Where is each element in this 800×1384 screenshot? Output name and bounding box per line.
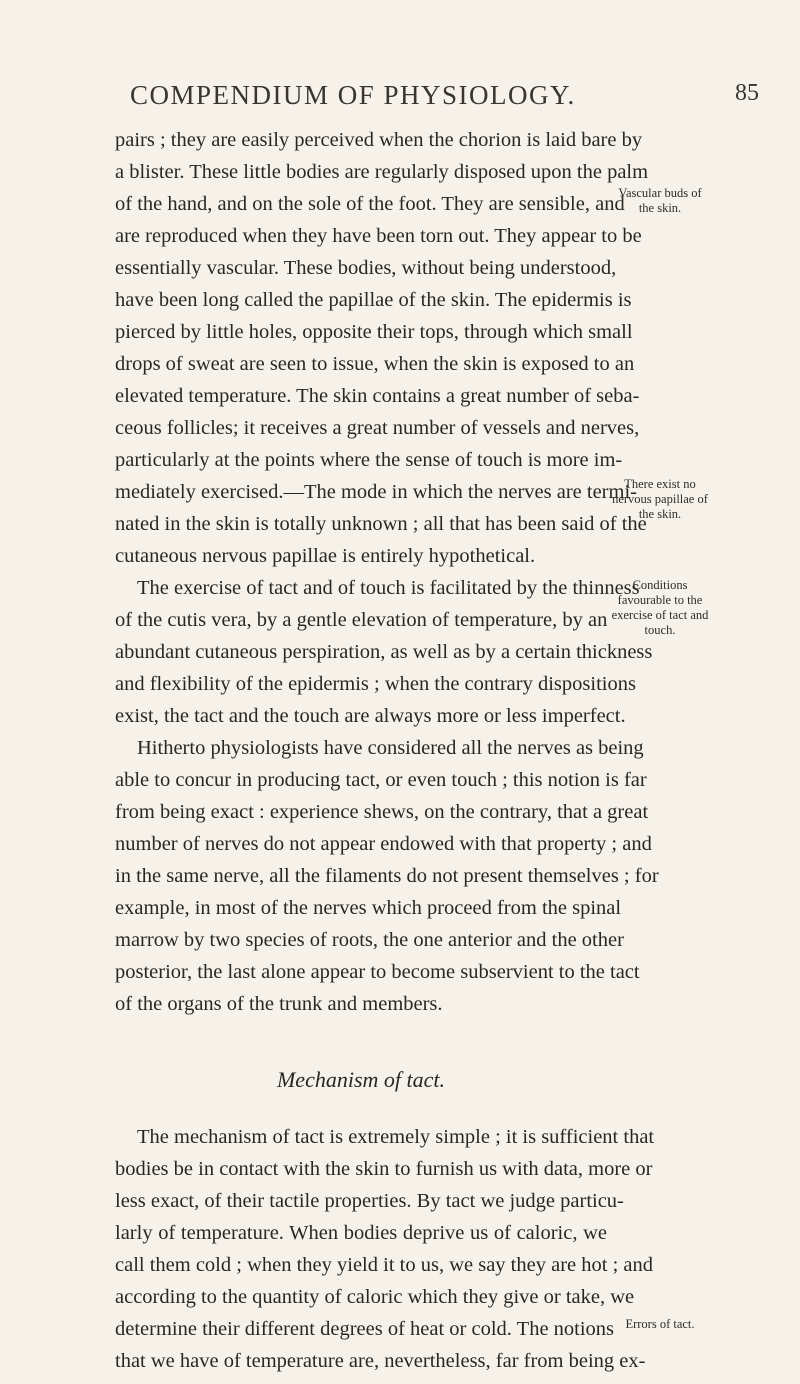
text-line: are reproduced when they have been torn out. They appear to be <box>115 225 642 247</box>
text-line: number of nerves do not appear endowed with that property ; and <box>115 833 652 855</box>
margin-note: Conditions favourable to the exercise of tact and touch. <box>611 578 709 637</box>
text-line: from being exact : experience shews, on the contrary, that a great <box>115 801 649 823</box>
text-line: pairs ; they are easily perceived when the chorion is laid bare by <box>115 129 643 151</box>
text-line: posterior, the last alone appear to become subservient to the tact <box>115 961 640 983</box>
text-line: in the same nerve, all the filaments do not present themselves ; for <box>115 865 659 887</box>
text-line: a blister. These little bodies are regularly disposed upon the palm <box>115 161 649 183</box>
text-line: nated in the skin is totally unknown ; all that has been said of the <box>115 513 647 535</box>
text-line: of the cutis vera, by a gentle elevation of temperature, by an <box>115 609 608 631</box>
text-line: pierced by little holes, opposite their tops, through which small <box>115 321 633 343</box>
text-line: particularly at the points where the sense of touch is more im- <box>115 449 623 471</box>
text-line: able to concur in producing tact, or even touch ; this notion is far <box>115 769 647 791</box>
section-heading: Mechanism of tact. <box>276 1067 446 1092</box>
margin-note: Vascular buds of the skin. <box>618 186 702 215</box>
text-line: bodies be in contact with the skin to furnish us with data, more or <box>115 1158 653 1180</box>
text-line: example, in most of the nerves which proceed from the spinal <box>115 897 622 919</box>
text-line: Hitherto physiologists have considered all the nerves as being <box>137 737 644 759</box>
text-line: less exact, of their tactile properties. By tact we judge particu- <box>115 1190 624 1212</box>
text-line: of the organs of the trunk and members. <box>115 993 443 1015</box>
text-line: determine their different degrees of heat or cold. The notions <box>115 1318 615 1340</box>
text-line: according to the quantity of caloric which they give or take, we <box>115 1286 635 1308</box>
text-line: drops of sweat are seen to issue, when the skin is exposed to an <box>115 353 635 375</box>
text-line: cutaneous nervous papillae is entirely hypothetical. <box>115 545 536 567</box>
text-line: larly of temperature. When bodies deprive us of caloric, we <box>115 1222 607 1244</box>
text-line: of the hand, and on the sole of the foot. They are sensible, and <box>115 193 625 215</box>
text-line: elevated temperature. The skin contains a great number of seba- <box>115 385 640 407</box>
page-number: 85 <box>735 80 759 106</box>
text-line: and flexibility of the epidermis ; when the contrary dispositions <box>115 673 636 695</box>
running-head <box>0 80 800 120</box>
text-line: abundant cutaneous perspiration, as well as by a certain thickness <box>115 641 653 663</box>
text-line: mediately exercised.—The mode in which the nerves are termi- <box>115 481 637 503</box>
text-line: The exercise of tact and of touch is facilitated by the thinness <box>137 577 640 599</box>
margin-note: There exist no nervous papillae of the skin. <box>612 477 708 521</box>
text-line: ceous follicles; it receives a great number of vessels and nerves, <box>115 417 640 439</box>
text-line: marrow by two species of roots, the one anterior and the other <box>115 929 624 951</box>
margin-note: Errors of tact. <box>625 1317 695 1331</box>
text-line: have been long called the papillae of the skin. The epidermis is <box>115 289 632 311</box>
text-line: The mechanism of tact is extremely simple ; it is sufficient that <box>137 1126 655 1148</box>
text-line: essentially vascular. These bodies, without being understood, <box>115 257 617 279</box>
text-line: that we have of temperature are, nevertheless, far from being ex- <box>115 1350 646 1372</box>
running-head-title: COMPENDIUM OF PHYSIOLOGY. <box>130 80 576 110</box>
text-line: call them cold ; when they yield it to us, we say they are hot ; and <box>115 1254 653 1276</box>
text-line: exist, the tact and the touch are always more or less imperfect. <box>115 705 626 727</box>
